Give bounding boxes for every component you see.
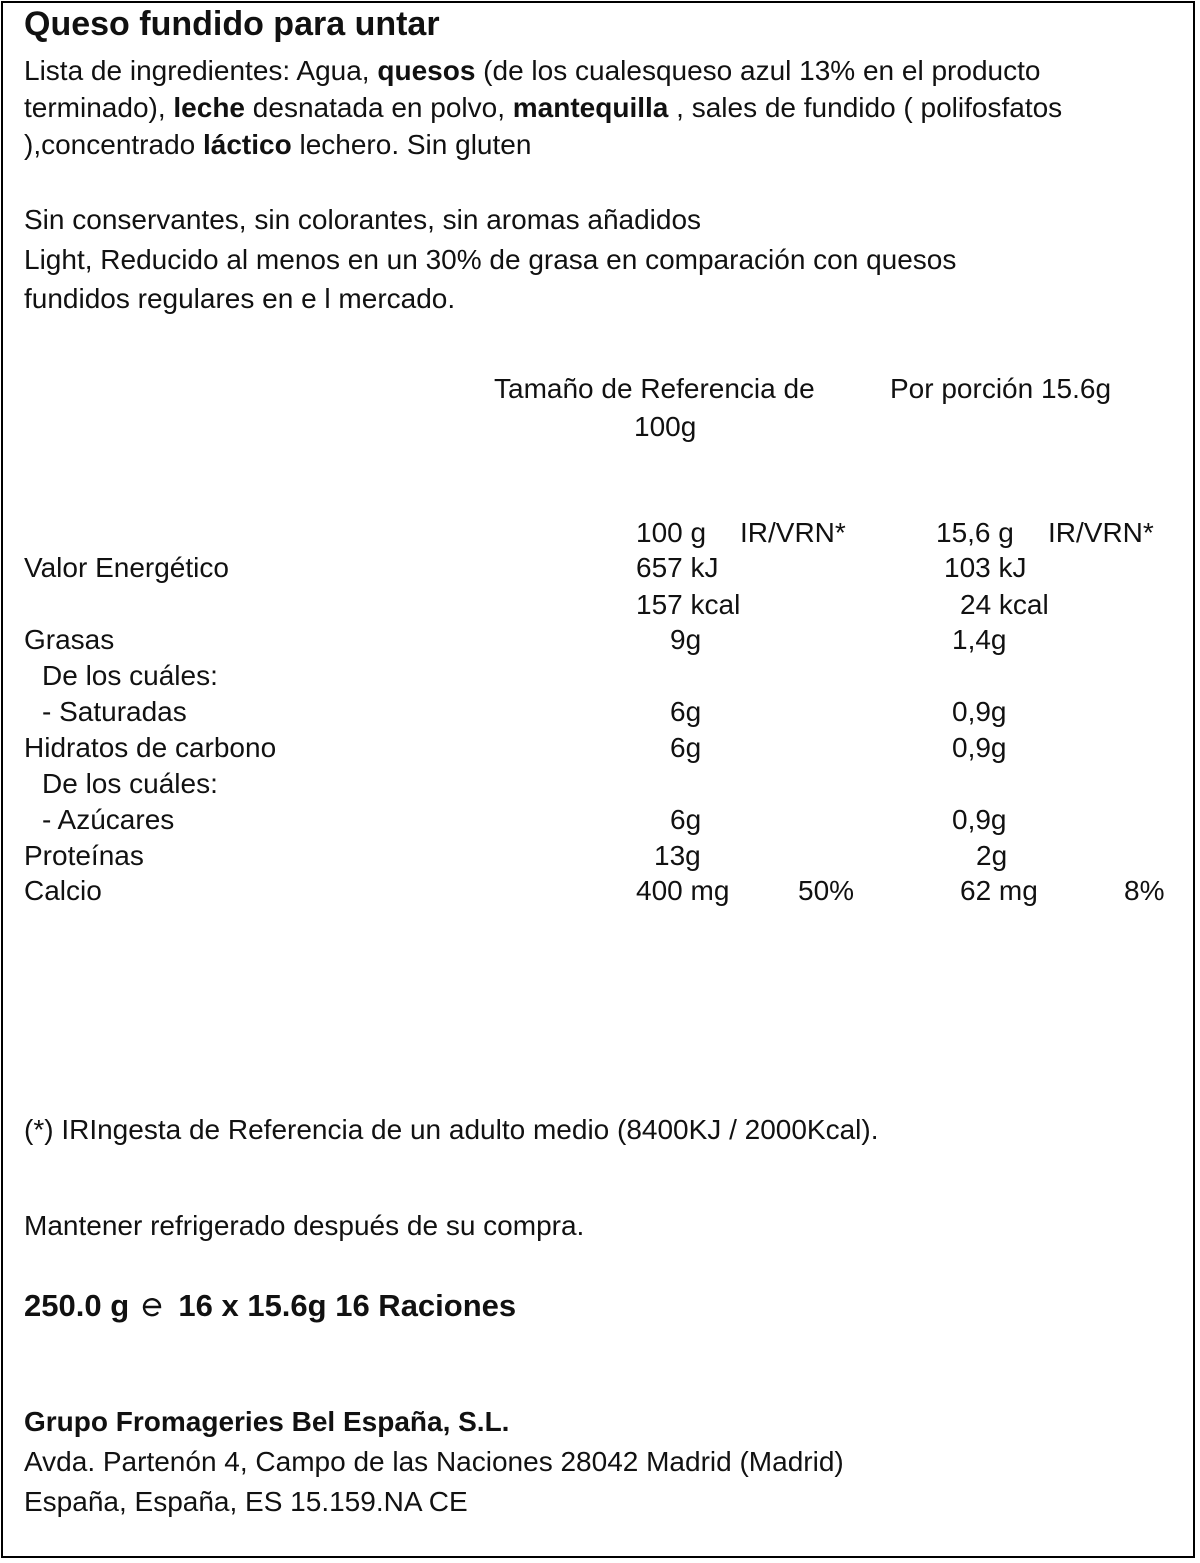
claim-line-3: fundidos regulares en e l mercado. — [24, 283, 456, 314]
estimated-sign-icon — [140, 1295, 164, 1319]
company-registration: España, España, ES 15.159.NA CE — [24, 1486, 468, 1517]
portion-count: 16 x 15.6g 16 Raciones — [178, 1288, 517, 1323]
nutrient-value-100g: 9g — [670, 624, 702, 655]
column-header-100g: 100 g — [636, 517, 707, 548]
nutrient-label: Hidratos de carbono — [24, 732, 277, 763]
ingredient-allergen: leche — [173, 92, 246, 123]
nutrient-value-portion: 0,9g — [952, 732, 1007, 763]
ref-size-header-amount: 100g — [634, 411, 697, 442]
company-address: Avda. Partenón 4, Campo de las Naciones 28042 Madrid (Madrid) — [24, 1446, 844, 1477]
nutrient-label: De los cuáles: — [42, 768, 218, 799]
column-header-ir-portion: IR/VRN* — [1048, 517, 1154, 548]
nutrient-value-100g: 657 kJ — [636, 552, 719, 583]
company-name: Grupo Fromageries Bel España, S.L. — [24, 1406, 510, 1437]
nutrient-value-portion: 2g — [976, 840, 1008, 871]
nutrient-value-100g: 6g — [670, 804, 702, 835]
claim-line-2: Light, Reducido al menos en un 30% de grasa en comparación con quesos — [24, 244, 957, 275]
nutrient-value-100g: 400 mg — [636, 875, 730, 906]
nutrient-label: - Azúcares — [42, 804, 175, 835]
footnote: (*) IRIngesta de Referencia de un adulto medio (8400KJ / 2000Kcal). — [24, 1114, 879, 1145]
nutrient-label: Proteínas — [24, 840, 144, 871]
nutrient-value-100g: 157 kcal — [636, 589, 741, 620]
column-header-ir-100g: IR/VRN* — [740, 517, 846, 548]
nutrient-value-portion: 62 mg — [960, 875, 1038, 906]
nutrient-value-100g: 13g — [654, 840, 701, 871]
portion-header: Por porción 15.6g — [890, 373, 1112, 404]
ref-size-header: Tamaño de Referencia de — [494, 373, 815, 404]
nutrient-value-100g: 6g — [670, 696, 702, 727]
nutrient-value-portion: 0,9g — [952, 804, 1007, 835]
net-weight: 250.0 g — [24, 1288, 130, 1323]
nutrient-ir-portion: 8% — [1124, 875, 1165, 906]
nutrient-value-portion: 1,4g — [952, 624, 1007, 655]
product-title: Queso fundido para untar — [24, 5, 440, 43]
ingredient-text: , sales de fundido ( polifosfatos ),concentrado — [24, 92, 1063, 160]
ingredient-text: desnatada en polvo, — [245, 92, 513, 123]
nutrient-value-portion: 0,9g — [952, 696, 1007, 727]
ingredient-text: lechero. Sin gluten — [291, 129, 532, 160]
package-line — [24, 1286, 516, 1326]
ingredient-allergen: quesos — [377, 55, 476, 86]
nutrient-label: De los cuáles: — [42, 660, 218, 691]
nutrient-value-portion: 103 kJ — [944, 552, 1027, 583]
nutrient-label: Valor Energético — [24, 552, 229, 583]
nutrient-label: Grasas — [24, 624, 115, 655]
ingredients-list — [24, 52, 1164, 163]
nutrient-label: Calcio — [24, 875, 102, 906]
nutrient-label: - Saturadas — [42, 696, 187, 727]
ingredient-text: (de los cualesqueso azul 13% en el producto terminado), — [24, 55, 1041, 123]
ingredient-allergen: láctico — [203, 129, 292, 160]
claim-line-1: Sin conservantes, sin colorantes, sin aromas añadidos — [24, 204, 702, 235]
ingredient-allergen: mantequilla — [512, 92, 669, 123]
nutrient-ir-100g: 50% — [798, 875, 855, 906]
nutrient-value-portion: 24 kcal — [960, 589, 1049, 620]
column-header-portion: 15,6 g — [936, 517, 1014, 548]
storage-instructions: Mantener refrigerado después de su compra. — [24, 1210, 585, 1241]
ingredient-text: Lista de ingredientes: Agua, — [24, 55, 378, 86]
nutrient-value-100g: 6g — [670, 732, 702, 763]
